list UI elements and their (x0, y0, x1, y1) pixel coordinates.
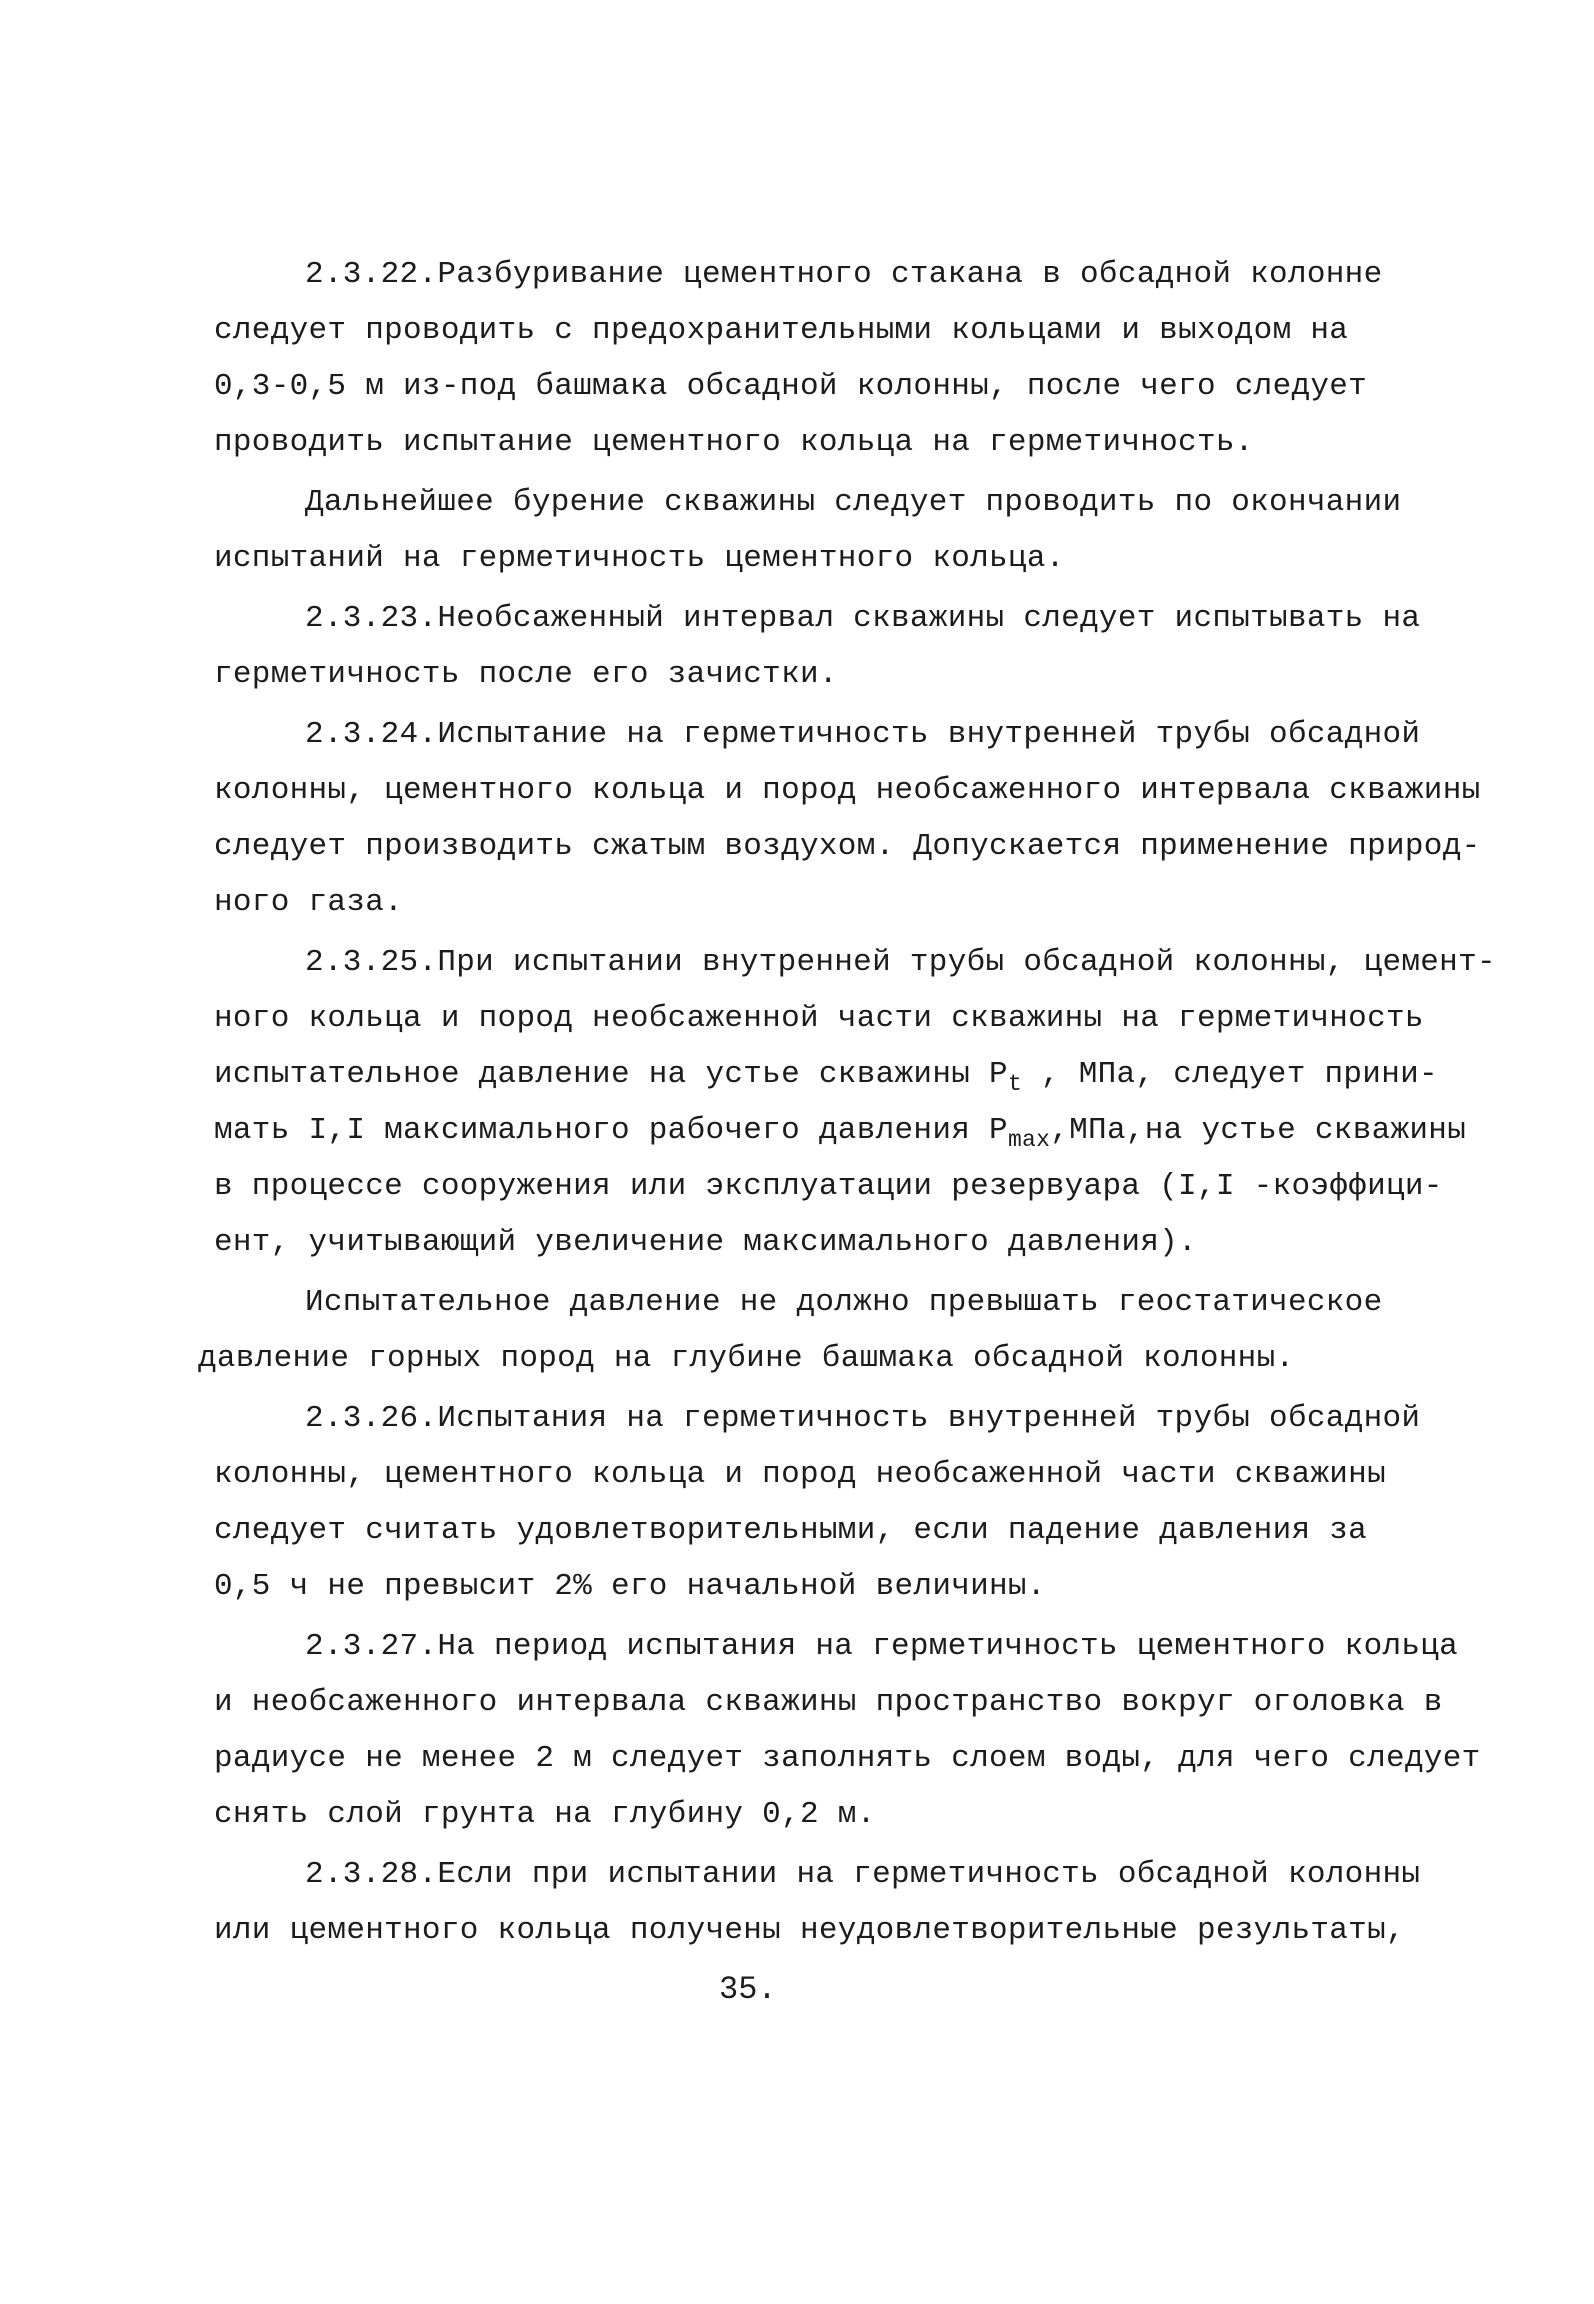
para-2-3-25-line-1: 2.3.25.При испытании внутренней трубы обсадной колонны, цемент- (305, 945, 1496, 980)
para-2-3-23-line-2: герметичность после его зачистки. (214, 657, 838, 692)
para-2-3-26-line-4: 0,5 ч не превысит 2% его начальной величины. (214, 1569, 1046, 1604)
para-2-3-27-line-1: 2.3.27.На период испытания на герметичность цементного кольца (305, 1629, 1459, 1664)
para-test-pressure-line-1: Испытательное давление не должно превышать геостатическое (305, 1285, 1383, 1320)
pressure-symbol: P (989, 1057, 1008, 1092)
para-2-3-26-line-1: 2.3.26.Испытания на герметичность внутренней трубы обсадной (305, 1401, 1421, 1436)
line-text-after: ,МПа,на устье скважины (1050, 1113, 1467, 1148)
para-2-3-22-line-4: проводить испытание цементного кольца на герметичность. (214, 425, 1254, 460)
para-2-3-22-line-1: 2.3.22.Разбуривание цементного стакана в обсадной колонне (305, 257, 1383, 292)
para-2-3-25-line-4 (214, 1112, 1466, 1151)
pressure-symbol: P (989, 1113, 1008, 1148)
para-2-3-27-line-3: радиусе не менее 2 м следует заполнять слоем воды, для чего следует (214, 1741, 1481, 1776)
para-test-pressure-line-2: давление горных пород на глубине башмака обсадной колонны. (198, 1341, 1295, 1376)
para-2-3-23-line-1: 2.3.23.Необсаженный интервал скважины следует испытывать на (305, 601, 1421, 636)
para-2-3-25-line-3 (214, 1056, 1438, 1095)
para-2-3-27-line-2: и необсаженного интервала скважины пространство вокруг оголовка в (214, 1685, 1443, 1720)
para-2-3-25-line-5: в процессе сооружения или эксплуатации резервуара (I,I -коэффици- (214, 1169, 1443, 1204)
para-2-3-26-line-3: следует считать удовлетворительными, если падение давления за (214, 1513, 1368, 1548)
line-text-after: , МПа, следует прини- (1022, 1057, 1438, 1092)
pressure-subscript: max (1007, 1127, 1051, 1153)
para-2-3-28-line-1: 2.3.28.Если при испытании на герметичность обсадной колонны (305, 1857, 1421, 1892)
line-text-before: мать I,I максимального рабочего давления (214, 1113, 990, 1148)
page-number: 35. (719, 1971, 777, 2008)
para-continue-line-2: испытаний на герметичность цементного кольца. (214, 541, 1065, 576)
para-2-3-24-line-3: следует производить сжатым воздухом. Допускается применение природ- (214, 829, 1481, 864)
para-2-3-25-line-2: ного кольца и пород необсаженной части скважины на герметичность (214, 1001, 1424, 1036)
para-2-3-22-line-2: следует проводить с предохранительными кольцами и выходом на (214, 313, 1349, 348)
para-continue-line-1: Дальнейшее бурение скважины следует проводить по окончании (305, 485, 1402, 520)
line-text-before: испытательное давление на устье скважины (214, 1057, 990, 1092)
pressure-subscript: t (1007, 1071, 1023, 1097)
para-2-3-26-line-2: колонны, цементного кольца и пород необсаженной части скважины (214, 1457, 1386, 1492)
para-2-3-22-line-3: 0,3-0,5 м из-под башмака обсадной колонны, после чего следует (214, 369, 1368, 404)
para-2-3-24-line-4: ного газа. (214, 885, 404, 920)
para-2-3-27-line-4: снять слой грунта на глубину 0,2 м. (214, 1797, 876, 1832)
para-2-3-25-line-6: ент, учитывающий увеличение максимального давления). (214, 1225, 1197, 1260)
para-2-3-24-line-2: колонны, цементного кольца и пород необсаженного интервала скважины (214, 773, 1481, 808)
para-2-3-28-line-2: или цементного кольца получены неудовлетворительные результаты, (214, 1913, 1405, 1948)
para-2-3-24-line-1: 2.3.24.Испытание на герметичность внутренней трубы обсадной (305, 717, 1421, 752)
